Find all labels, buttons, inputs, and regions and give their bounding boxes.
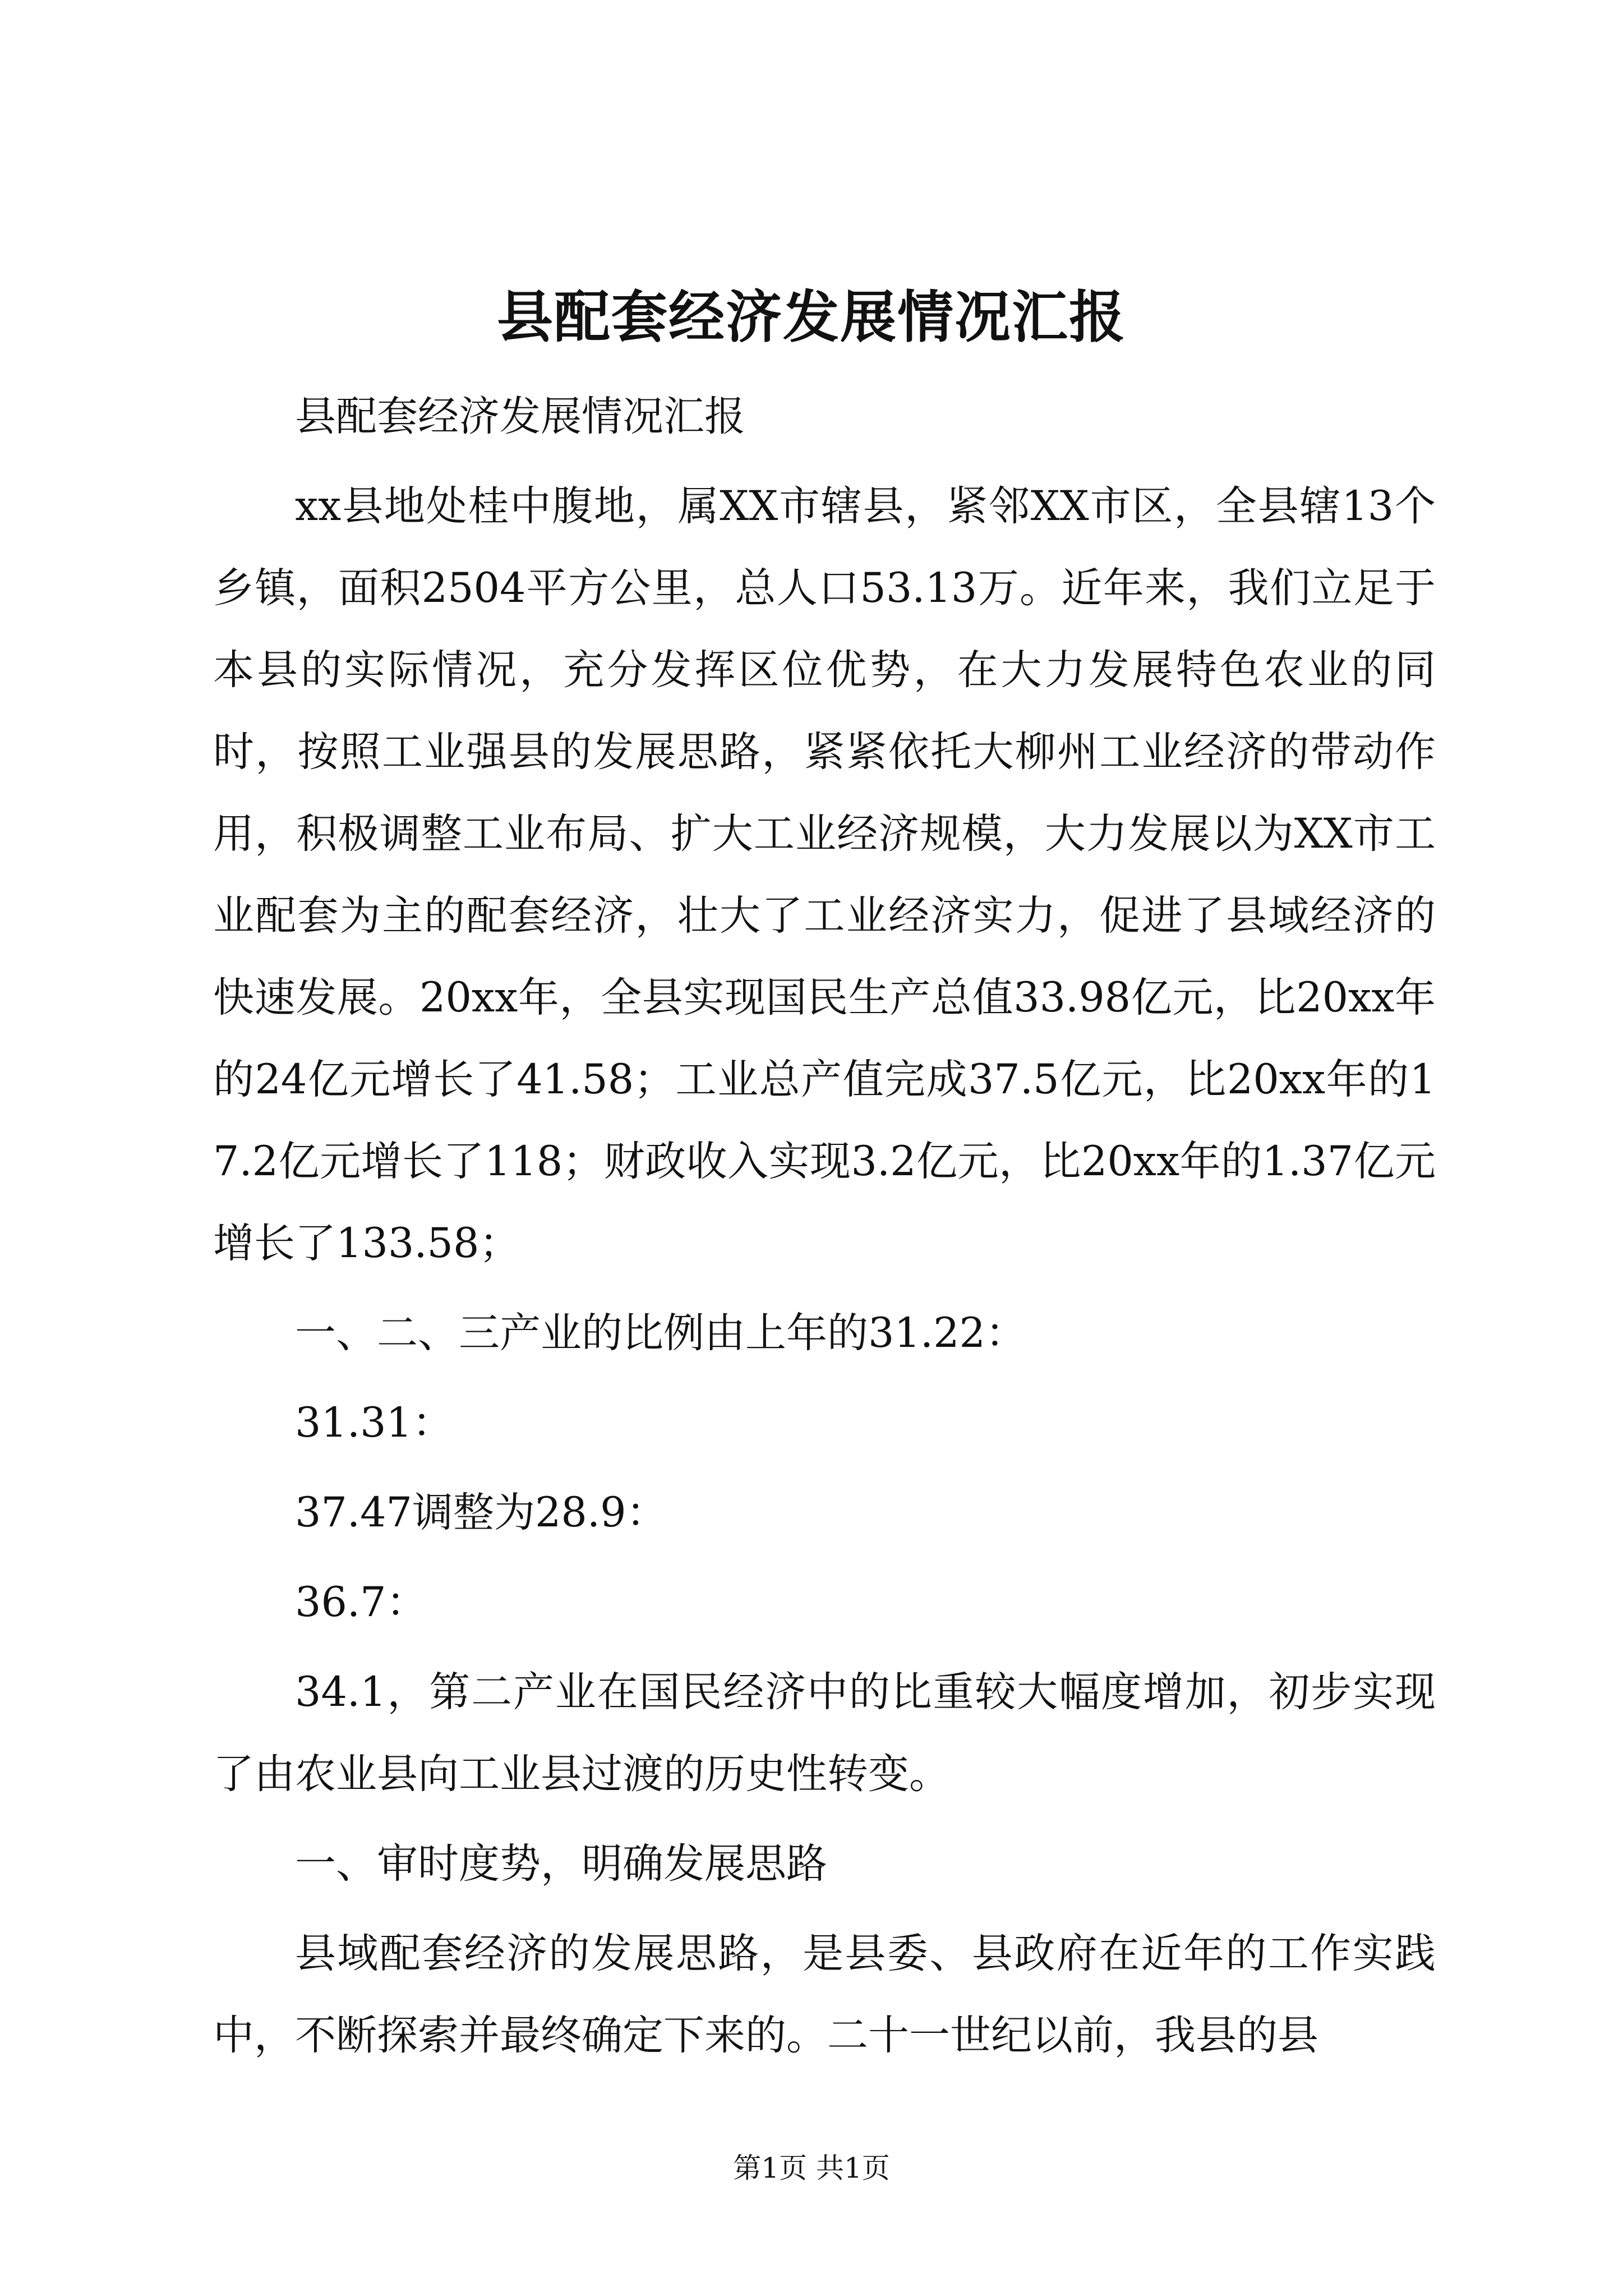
section-heading: 一、审时度势，明确发展思路 [295, 1840, 827, 1888]
page-footer: 第1页 共1页 [733, 2152, 890, 2184]
paragraph-ratio-line-5: 34.1，第二产业在国民经济中的比重较大幅度增加，初步实现了由农业县向工业县过渡的历史性转变。 [213, 1668, 1436, 1798]
paragraph-development-thinking: 县域配套经济的发展思路，是县委、县政府在近年的工作实践中，不断探索并最终确定下来的。二十一世纪以前，我县的县 [213, 1930, 1436, 2059]
document-body [213, 376, 1436, 2085]
document-title: 县配套经济发展情况汇报 [497, 284, 1126, 350]
paragraph-ratio-line-2: 31.31： [295, 1399, 453, 1447]
paragraph-ratio-line-3: 37.47调整为28.9： [295, 1489, 667, 1536]
paragraph-subtitle: 县配套经济发展情况汇报 [295, 393, 745, 440]
paragraph-ratio-line-1: 一、二、三产业的比例由上年的31.22： [295, 1309, 1026, 1357]
paragraph-ratio-line-4: 36.7： [295, 1579, 427, 1626]
paragraph-overview: xx县地处桂中腹地，属XX市辖县，紧邻XX市区，全县辖13个乡镇，面积2504平方公里，总人口53.13万。近年来，我们立足于本县的实际情况，充分发挥区位优势，在大力发展特色农业的同时，按照工业强县的发展思路，紧紧依托大柳州工业经济的带动作用，积极调整工业布局、扩大工业经济规模，大力发展以为XX市工业配套为主的配套经济，壮大了工业经济实力，促进了县域经济的快速发展。20xx年，全县实现国民生产总值33.98亿元，比20xx年的24亿元增长了41.58；工业总产值完成37.5亿元，比20xx年的17.2亿元增长了118；财政收入实现3.2亿元，比20xx年的1.37亿元增长了133.58； [213, 482, 1436, 1267]
